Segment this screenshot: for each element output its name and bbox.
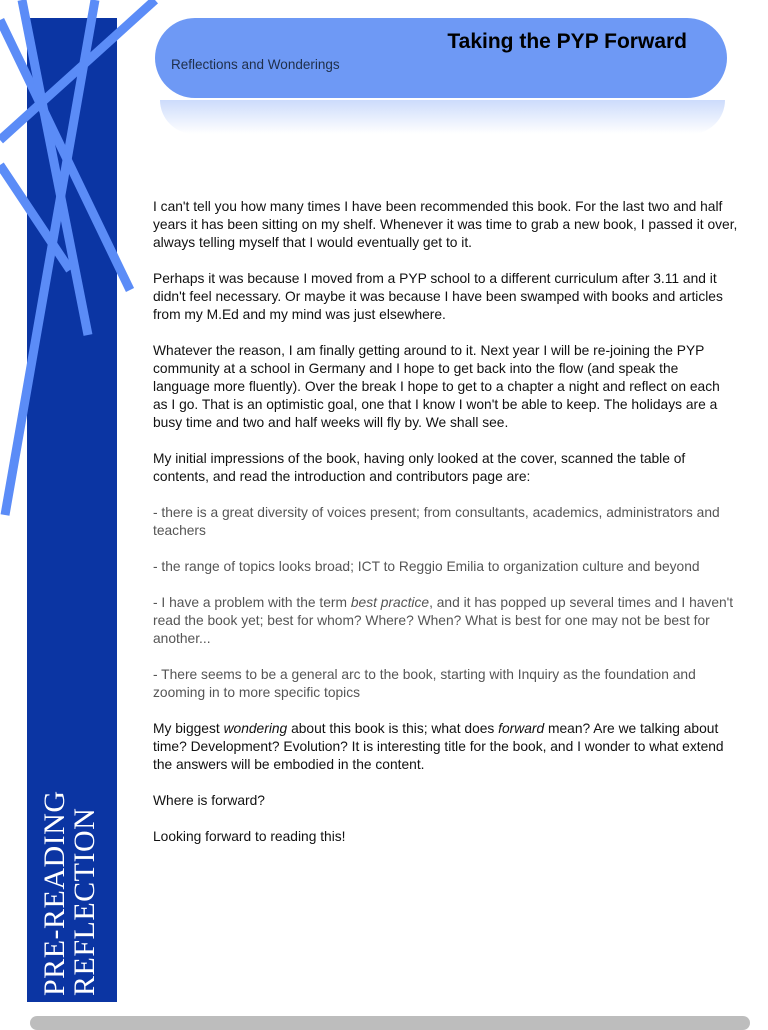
sidebar-label-line1: PRE-READING [38, 790, 71, 996]
paragraph: My initial impressions of the book, having only looked at the cover, scanned the table of contents, and read the introduction and contributors page are: [153, 451, 686, 484]
paragraph [153, 720, 738, 774]
paragraph: Whatever the reason, I am finally getting around to it. Next year I will be re-joining the PYP community at a school in Germany and I hope to get back into the flow (and speak the language more fluently). Over the break I hope to get to a chapter a night and reflect on each as I go. That is an optimistic goal, one that I know I won't be able to keep. The holidays are a busy time and two and half weeks will fly by. We shall see. [153, 343, 720, 430]
deco-line [22, 0, 88, 335]
text-run: about this book is this; what does [287, 721, 499, 736]
text-run: - I have a problem with the term [153, 595, 351, 610]
emphasis-text: forward [498, 721, 545, 736]
paragraph: Where is forward? [153, 793, 265, 808]
paragraph: Looking forward to reading this! [153, 829, 346, 844]
bullet-item: - There seems to be a general arc to the book, starting with Inquiry as the foundation and zooming in to more specific topics [153, 667, 696, 700]
text-run: , and it has popped up several times and I haven't read the book yet; best for whom? Where? When? What is best for one may not be best for another... [153, 595, 734, 646]
text-run: mean? Are we talking about time? Development? Evolution? It is interesting title for the book, and I wonder to what extend the answers will be embodied in the content. [153, 721, 724, 772]
bullet-item [153, 594, 738, 648]
footer-bar [30, 1016, 750, 1030]
emphasis-text: wondering [223, 721, 288, 736]
paragraph: Perhaps it was because I moved from a PYP school to a different curriculum after 3.11 and it didn't feel necessary. Or maybe it was because I have been swamped with books and articles from my M.Ed and my mind was just elsewhere. [153, 271, 723, 322]
page-subtitle: Reflections and Wonderings [171, 57, 340, 72]
paragraph: I can't tell you how many times I have been recommended this book. For the last two and half years it has been sitting on my shelf. Whenever it was time to grab a new book, I passed it over, always telling myself that I would eventually get to it. [153, 199, 738, 250]
header-banner [155, 18, 727, 98]
sidebar-label [40, 791, 100, 997]
bullet-item: - there is a great diversity of voices present; from consultants, academics, administrators and teachers [153, 505, 720, 538]
bullet-item: - the range of topics looks broad; ICT to Reggio Emilia to organization culture and beyond [153, 559, 700, 574]
article-body [153, 198, 738, 864]
page-title: Taking the PYP Forward [447, 30, 687, 53]
emphasis-text: best practice [350, 595, 430, 610]
deco-line [5, 0, 95, 515]
sidebar-label-line2: REFLECTION [68, 807, 101, 996]
header-reflection [160, 100, 725, 134]
text-run: My biggest [153, 721, 224, 736]
